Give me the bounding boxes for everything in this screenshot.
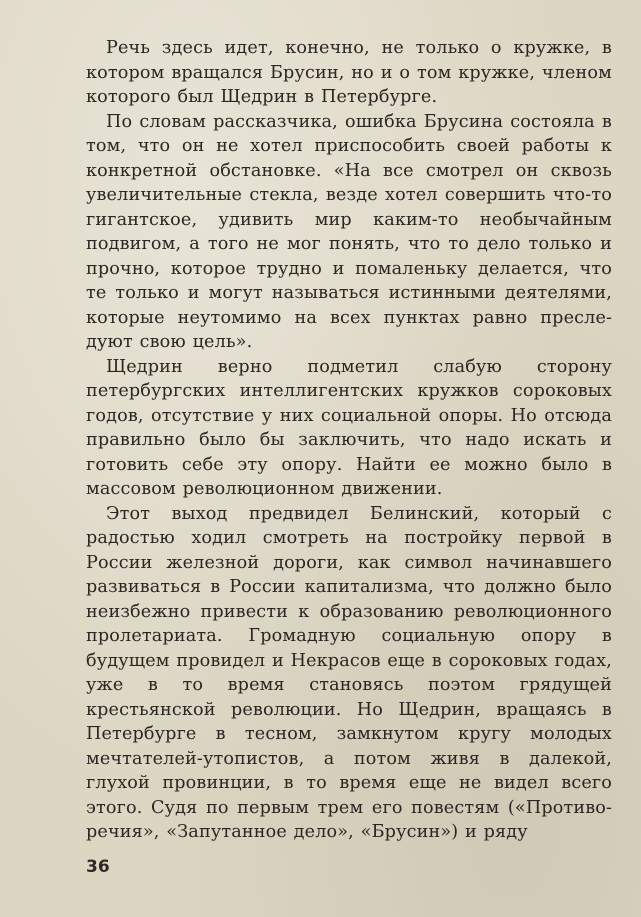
body-text: [86, 36, 612, 845]
paragraph-3: Щедрин верно подметил слабую сторону петербургских интеллигентских кружков сороковых годов, отсутствие у них социальной опоры. Но отсюда правильно было бы заключить, что надо искать и готовить себе эту опору. Найти ее можно было в массовом революционном движении.: [86, 356, 612, 499]
page-number: 36: [86, 857, 110, 877]
paragraph-1: Речь здесь идет, конечно, не только о кружке, в котором вращался Брусин, но и о том кружке, членом которого был Щедрин в Петербурге.: [86, 38, 612, 107]
paragraph-4: Этот выход предвидел Белинский, который с радостью ходил смотреть на постройку первой в России железной дороги, как символ начинавшего развиваться в России капитализма, что должно было неизбежно привести к образованию революционного пролетариата. Громадную социальную опору в будущем провидел и Некрасов еще в сороковых годах, уже в то время становясь поэтом грядущей крестьянской революции. Но Щедрин, вращаясь в Петербурге в тесном, замкнутом кругу молодых мечтателей-утопистов, а потом живя в далекой, глухой провинции, в то время еще не видел всего этого. Судя по первым трем его повестям («Противоречия», «Запутанное дело», «Брусин») и ряду: [86, 503, 612, 842]
paragraph-2: По словам рассказчика, ошибка Брусина состояла в том, что он не хотел приспособить своей работы к конкретной обстановке. «На все смотрел он сквозь увеличительные стекла, везде хотел совершить что-то гигантское, удивить мир каким-то необычайным подвигом, а того не мог понять, что то дело только и прочно, которое трудно и помаленьку делается, что те только и могут называться истинными деятелями, которые неутомимо на всех пунктах равно преследуют свою цель».: [86, 111, 612, 352]
